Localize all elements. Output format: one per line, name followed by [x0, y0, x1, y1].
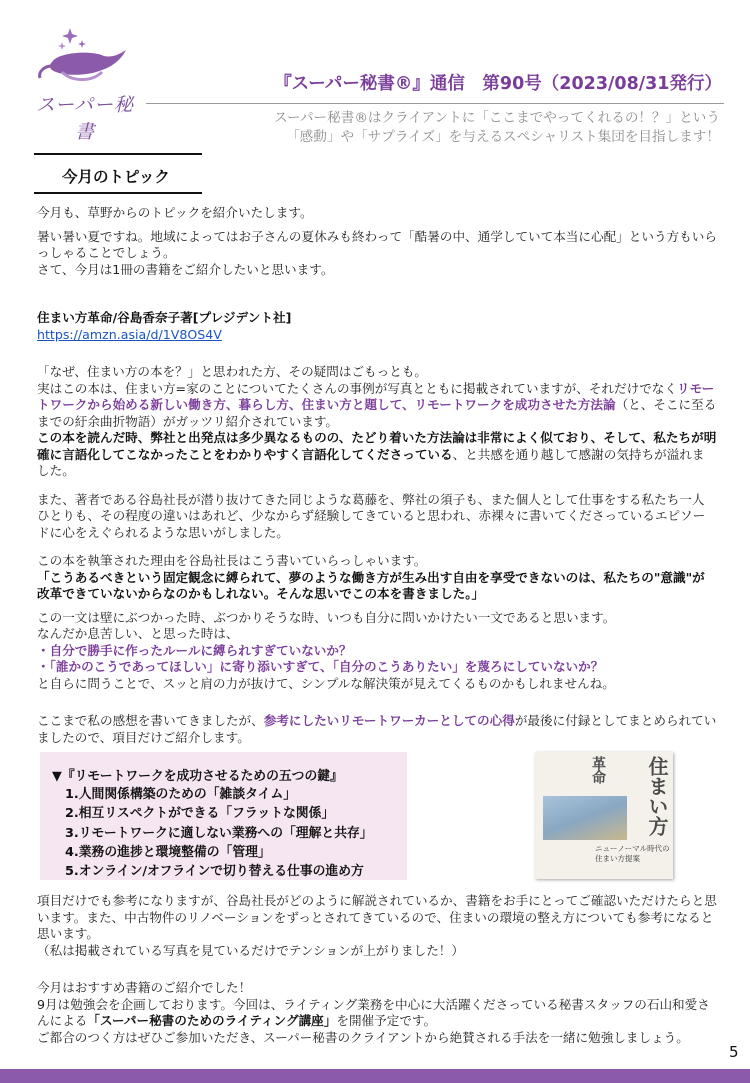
intro-line-2: 暑い暑い夏ですね。地域によってはお子さんの夏休みも終わって「酷暑の中、通学していて本当に心配」という方もいらっしゃることでしょう。: [37, 228, 717, 260]
article-body: [37, 205, 717, 1046]
s2-paragraph: また、著者である谷島社長が潜り抜けてきた同じような葛藤を、弊社の須子も、また個人として仕事をする私たち一人ひとりも、その程度の違いはあれど、少なからず経験してきていると思われ、赤裸々に書いてくださっているエピソードに心をえぐられるような思いがしました。: [37, 491, 706, 540]
five-keys-box: [40, 752, 407, 880]
tagline: [160, 109, 720, 147]
book-link[interactable]: https://amzn.asia/d/1V8OS4V: [37, 326, 222, 342]
s1-line-2: 実はこの本は、住まい方=家のことについてたくさんの事例が写真とともに掲載されていますが、それだけでなくリモートワークから始める新しい働き方、暮らし方、住まい方と題して、リモートワークを成功させた方法論（と、そこに至るまでの紆余曲折物語）がガッツリ紹介されています。: [37, 380, 717, 429]
section-heading: 今月のトピック: [62, 168, 170, 186]
footer-bar: [0, 1069, 750, 1083]
newsletter-title: 『スーパー秘書®』通信 第90号（2023/08/31発行）: [274, 74, 722, 94]
s4-line-5: と自らに問うことで、スッと肩の力が抜けて、シンプルな解決策が見えてくるものかもしれませんね。: [37, 675, 615, 691]
five-keys-title: ▼『リモートワークを成功させるための五つの鍵』: [52, 769, 343, 784]
s1-line-1: 「なぜ、住まい方の本を？」と思われた方、その疑問はごもっとも。: [37, 364, 428, 379]
teapot-logo-icon: [22, 22, 142, 92]
logo-text: スーパー秘書: [35, 94, 135, 143]
list-item: 4.業務の進捗と環境整備の「管理」: [65, 844, 271, 860]
title-divider: [146, 103, 724, 104]
book-cover-title-2: 革命: [590, 756, 606, 784]
list-item: 5.オンライン/オフラインで切り替える仕事の進め方: [65, 864, 364, 880]
list-item: 2.相互リスペクトができる「フラットな関係」: [65, 806, 335, 822]
s1-bold: この本を読んだ時、弊社と出発点は多少異なるものの、たどり着いた方法論は非常によく似ており、そして、私たちが明確に言語化してこなかったことをわかりやすく言語化してくださっている: [37, 430, 717, 462]
s3-line-1: この本を執筆された理由を谷島社長はこう書いていらっしゃいます。: [37, 553, 427, 568]
page-number: 5: [729, 1043, 739, 1061]
s5-paragraph: ここまで私の感想を書いてきましたが、参考にしたいリモートワーカーとしての心得が最後に付録としてまとめられていましたので、項目だけご紹介します。: [37, 713, 717, 745]
s1-highlight: リモートワークから始める新しい働き方、暮らし方、住まい方と題して、リモートワークを成功させた方法論: [37, 380, 715, 412]
intro-line-3: さて、今月は1冊の書籍をご紹介したいと思います。: [37, 261, 334, 277]
s7-line-1: 今月はおすすめ書籍のご紹介でした！: [37, 980, 252, 995]
s7-bold: 「スーパー秘書のためのライティング講座」: [87, 1013, 337, 1028]
book-cover-photo: [543, 796, 627, 840]
s5-highlight: 参考にしたいリモートワーカーとしての心得: [263, 713, 515, 728]
company-logo: [22, 22, 142, 143]
intro-line-1: 今月も、草野からのトピックを紹介いたします。: [37, 205, 313, 220]
s1-line-3: この本を読んだ時、弊社と出発点は多少異なるものの、たどり着いた方法論は非常によく似ており、そして、私たちが明確に言語化してこなかったことをわかりやすく言語化してくださっている、と共感を通り越して感謝の気持ちが溢れました。: [37, 430, 717, 478]
five-keys-list: [65, 785, 373, 881]
s4-bullet-2: ・「誰かのこうであってほしい」に寄り添いすぎて、「自分のこうありたい」を蔑ろにしていないか？: [37, 659, 604, 674]
s3-quote: 「こうあるべきという固定観念に縛られて、夢のような働き方が生み出す自由を享受できないのは、私たちの"意識"が改革できていないからなのかもしれない。そんな思いでこの本を書きました。」: [37, 569, 705, 601]
book-title: 住まい方革命/谷島香奈子著[プレジデント社]: [37, 310, 292, 325]
list-item: 1.人間関係構築のための「雑談タイム」: [65, 787, 297, 802]
s4-line-1: この一文は壁にぶつかった時、ぶつかりそうな時、いつも自分に問いかけたい一文であると思います。: [37, 609, 616, 625]
s4-line-2: なんだか息苦しい、と思った時は、: [37, 626, 239, 641]
topic-rule-top: [34, 153, 202, 155]
tagline-line-1: スーパー秘書®はクライアントに「ここまでやってくれるの！？」という: [274, 110, 720, 126]
s7-line-2: 9月は勉強会を企画しております。今回は、ライティング業務を中心に大活躍くださっている秘書スタッフの石山和愛さんによる「スーパー秘書のためのライティング講座」を開催予定です。: [37, 996, 710, 1028]
s6-line-1: 項目だけでも参考になりますが、谷島社長がどのように解説されているか、書籍をお手にとってご確認いただけたらと思います。また、中古物件のリノベーションをずっとされてきているので、住まいの環境の整え方についても参考になると思います。: [37, 893, 717, 941]
s7-line-3: ご都合のつく方はぜひご参加いただき、スーパー秘書のクライアントから絶賛される手法を一緒に勉強しましょう。: [37, 1029, 689, 1045]
tagline-line-2: 「感動」や「サプライズ」を与えるスペシャリスト集団を目指します！: [286, 129, 720, 145]
s4-bullet-1: ・自分で勝手に作ったルールに縛られすぎていないか？: [37, 642, 352, 658]
book-cover-subtitle: ニューノーマル時代の住まい方提案: [595, 844, 670, 863]
book-cover-image: [535, 752, 673, 879]
book-cover-title: 住まい方: [645, 756, 669, 836]
topic-rule-bottom: [34, 192, 202, 194]
s6-line-2: （私は掲載されている写真を見ているだけでテンションが上がりました！）: [37, 942, 464, 958]
list-item: 3.リモートワークに適しない業務への「理解と共存」: [65, 825, 373, 841]
